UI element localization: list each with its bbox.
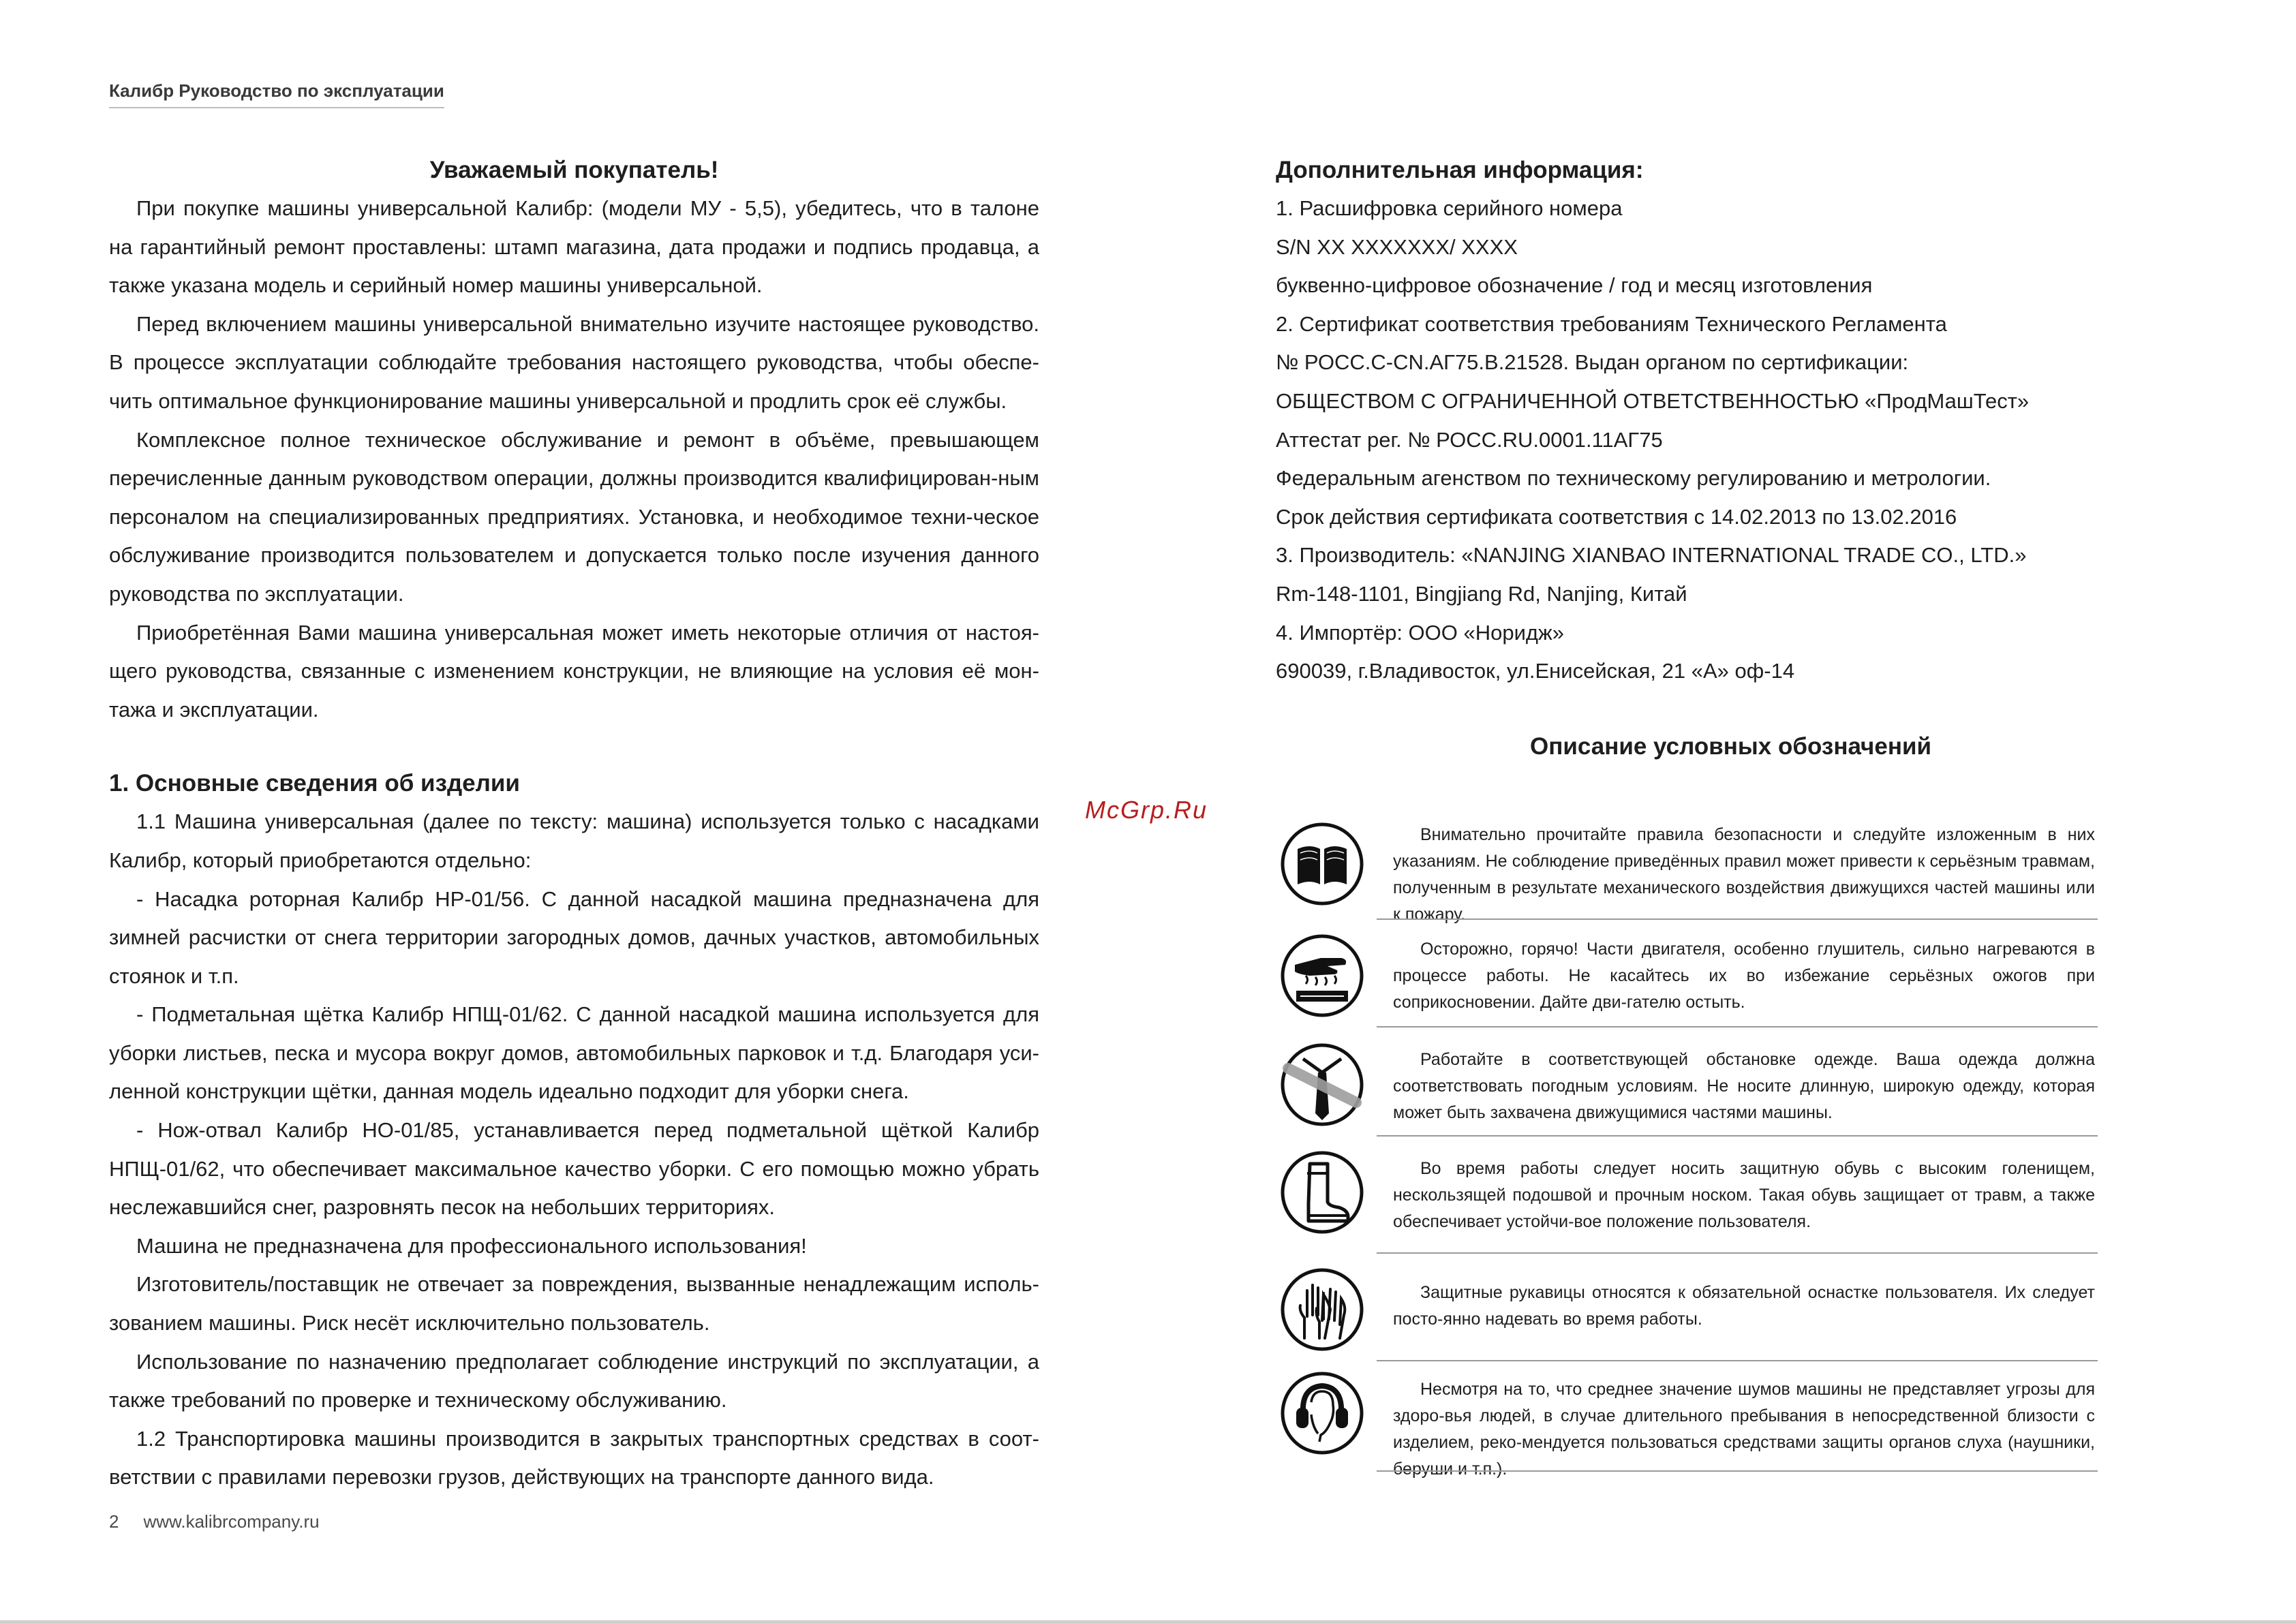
- legend-text: Во время работы следует носить защитную обувь с высоким голенищем, нескользящей подошвой и прочным носком. Такая обувь защищает от травм, а также обеспечивает устойчи-вое положение пользователя.: [1393, 1159, 2095, 1231]
- section-paragraph: 1.2 Транспортировка машины производится в закрытых транспортных средствах в соот-ветствии с правилами перевозки грузов, действующих на транспорте данного вида.: [109, 1426, 1039, 1489]
- hot-surface-icon: [1280, 933, 1364, 1018]
- book-icon: [1280, 822, 1364, 906]
- intro-paragraph: Комплексное полное техническое обслуживание и ремонт в объёме, превышающем перечисленные данным руководством операции, должны производится квалифицирован-ным персоналом на специализированных предприятиях. Установка, и необходимое техни-ческое обслуживание производится пользователем и допускается только после изучения данного руководства по эксплуатации.: [109, 427, 1039, 606]
- info-line: 4. Импортёр: ООО «Норидж»: [1276, 620, 1564, 645]
- separator: [1377, 1252, 2098, 1254]
- separator: [1377, 1470, 2098, 1472]
- section-paragraph: Машина не предназначена для профессионального использования!: [136, 1233, 807, 1258]
- info-line: Срок действия сертификата соответствия с 14.02.2013 по 13.02.2016: [1276, 504, 1957, 529]
- no-tie-icon: [1280, 1042, 1364, 1127]
- info-line: 690039, г.Владивосток, ул.Енисейская, 21 «А» оф-14: [1276, 659, 1795, 683]
- site-url[interactable]: www.kalibrcompany.ru: [143, 1511, 320, 1532]
- info-line: Федеральным агенством по техническому регулированию и метрологии.: [1276, 466, 1991, 491]
- legend-text: Внимательно прочитайте правила безопасности и следуйте изложенным в них указаниям. Не соблюдение приведённых правил может привести к серьёзным травмам, полученным в результате механического воздействия движущихся частей машины или к пожару.: [1393, 825, 2095, 924]
- ear-protection-icon: [1280, 1371, 1364, 1455]
- legend-title: Описание условных обозначений: [1529, 733, 1932, 760]
- watermark[interactable]: McGrp.Ru: [1085, 796, 1208, 824]
- page-footer: [109, 1511, 344, 1532]
- greeting-title: Уважаемый покупатель!: [429, 157, 719, 183]
- info-line: 2. Сертификат соответствия требованиям Технического Регламента: [1276, 311, 1947, 336]
- gloves-icon: [1280, 1267, 1364, 1352]
- info-line: 1. Расшифровка серийного номера: [1276, 196, 1623, 220]
- legend-text: Несмотря на то, что среднее значение шумов машины не представляет угрозы для здоро-вья людей, в случае длительного пребывания в непосредственной близости с изделием, реко-мендуется пользоваться средствами защиты органов слуха (наушники, беруши и т.п.).: [1393, 1380, 2095, 1479]
- legend-text: Работайте в соответствующей обстановке одежде. Ваша одежда должна соответствовать погодным условиям. Не носите длинную, широкую одежду, которая может быть захвачена движущимися частями машины.: [1393, 1050, 2095, 1122]
- running-header: Калибр Руководство по эксплуатации: [109, 80, 444, 108]
- info-line: № РОСС.С-CN.АГ75.В.21528. Выдан органом по сертификации:: [1276, 350, 1909, 375]
- intro-paragraph: При покупке машины универсальной Калибр: (модели МУ - 5,5), убедитесь, что в талоне на гарантийный ремонт проставлены: штамп магазина, дата продажи и подпись продавца, а также указана модель и серийный номер машины универсальной.: [109, 196, 1039, 298]
- section-paragraph: - Подметальная щётка Калибр НПЩ-01/62. С данной насадкой машина используется для уборки листьев, песка и мусора вокруг домов, автомобильных парковок и т.д. Благодаря уси-ленной конструкции щётки, данная модель идеально подходит для уборки снега.: [109, 1002, 1039, 1104]
- info-line: 3. Производитель: «NANJING XIANBAO INTERNATIONAL TRADE CO., LTD.»: [1276, 543, 2027, 568]
- info-line: Аттестат рег. № РОСС.RU.0001.11АГ75: [1276, 427, 1663, 452]
- legend-text: Осторожно, горячо! Части двигателя, особенно глушитель, сильно нагреваются в процессе работы. Не касайтесь их во избежание серьёзных ожогов при соприкосновении. Дайте дви-гателю остыть.: [1393, 940, 2095, 1012]
- info-line: буквенно-цифровое обозначение / год и месяц изготовления: [1276, 273, 1873, 298]
- intro-paragraph: Приобретённая Вами машина универсальная может иметь некоторые отличия от настоя-щего руководства, связанные с изменением конструкции, не влияющие на условия её мон-тажа и эксплуатации.: [109, 620, 1039, 722]
- boot-icon: [1280, 1150, 1364, 1235]
- bottom-border: [0, 1620, 2296, 1623]
- separator: [1377, 1026, 2098, 1027]
- section-title: 1. Основные сведения об изделии: [109, 770, 520, 797]
- separator: [1377, 1360, 2098, 1361]
- section-paragraph: - Насадка роторная Калибр НР-01/56. С данной насадкой машина предназначена для зимней расчистки от снега территории загородных домов, дачных участков, автомобильных стоянок и т.п.: [109, 886, 1039, 988]
- right-column: [1276, 151, 2186, 691]
- separator: [1377, 1135, 2098, 1137]
- info-line: Rm-148-1101, Bingjiang Rd, Nanjing, Китай: [1276, 581, 1687, 606]
- section-paragraph: Использование по назначению предполагает соблюдение инструкций по эксплуатации, а также требований по проверке и техническому обслуживанию.: [109, 1349, 1039, 1412]
- section-paragraph: 1.1 Машина универсальная (далее по тексту: машина) используется только с насадками Калибр, который приобретаются отдельно:: [109, 809, 1039, 872]
- legend-text: Защитные рукавицы относятся к обязательной оснастке пользователя. Их следует посто-янно надевать во время работы.: [1393, 1283, 2095, 1329]
- section-paragraph: Изготовитель/поставщик не отвечает за повреждения, вызванные ненадлежащим исполь-зованием машины. Риск несёт исключительно пользователь.: [109, 1272, 1039, 1335]
- left-column: [109, 151, 1039, 1497]
- info-line: ОБЩЕСТВОМ С ОГРАНИЧЕННОЙ ОТВЕТСТВЕННОСТЬЮ «ПродМашТест»: [1276, 388, 2030, 413]
- page-number: 2: [109, 1511, 119, 1532]
- info-line: S/N XX XXXXXXX/ XXXX: [1276, 234, 1518, 259]
- section-paragraph: - Нож-отвал Калибр НО-01/85, устанавливается перед подметальной щёткой Калибр НПЩ-01/62, что обеспечивает максимальное качество уборки. С его помощью можно убрать неслежавшийся снег, разровнять песок на небольших территориях.: [109, 1118, 1039, 1220]
- intro-paragraph: Перед включением машины универсальной внимательно изучите настоящее руководство. В процессе эксплуатации соблюдайте требования настоящего руководства, чтобы обеспе-чить оптимальное функционирование машины универсальной и продлить срок её службы.: [109, 311, 1039, 413]
- additional-info-title: Дополнительная информация:: [1276, 157, 1644, 183]
- separator: [1377, 918, 2098, 920]
